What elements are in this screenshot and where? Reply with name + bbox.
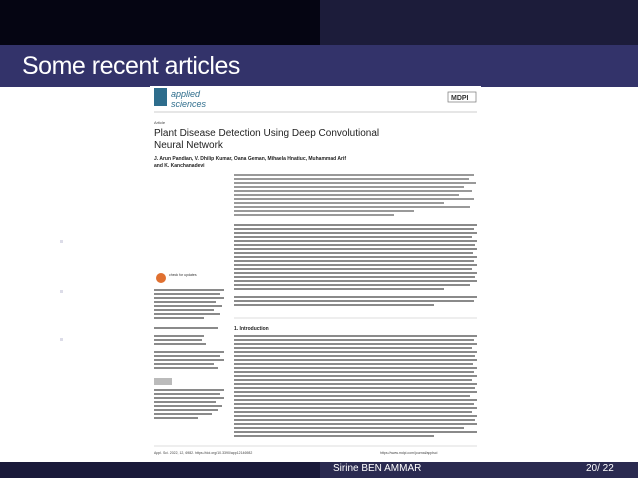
- nav-dot[interactable]: [60, 240, 63, 243]
- nav-bar-left-segment: [0, 0, 320, 45]
- section-heading: 1. Introduction: [234, 326, 269, 332]
- journal-logo: [154, 88, 207, 109]
- article-doi: Appl. Sci. 2022, 12, 6982. https://doi.org/10.3390/app12146982: [154, 451, 253, 455]
- article-authors-line1: J. Arun Pandian, V. Dhilip Kumar, Oana Geman, Mihaela Hnatiuc, Muhammad Arif: [154, 156, 346, 162]
- sidebar-citation-block: [154, 289, 224, 369]
- journal-name-line2: sciences: [171, 99, 207, 109]
- nav-bar-right-segment: [320, 0, 638, 45]
- publisher-label: MDPI: [451, 95, 469, 102]
- footer-left-segment: [0, 462, 320, 478]
- article-type: Article: [154, 120, 166, 125]
- footer-author: Sirine BEN AMMAR: [333, 463, 422, 474]
- slide-title: Some recent articles: [22, 52, 240, 80]
- cc-license-icon: [154, 378, 172, 385]
- slide-title-bar: [0, 45, 638, 87]
- article-title-line1: Plant Disease Detection Using Deep Convolutional: [154, 128, 380, 139]
- top-navigation-bar: [0, 0, 638, 45]
- article-authors-line2: and K. Kanchanadevi: [154, 163, 205, 169]
- journal-logo-icon: [154, 88, 167, 106]
- footer-page-number: 20/ 22: [586, 463, 614, 474]
- nav-dot[interactable]: [60, 290, 63, 293]
- article-image: [150, 86, 481, 462]
- journal-website: https://www.mdpi.com/journal/applsci: [380, 451, 438, 455]
- journal-name-line1: applied: [171, 89, 201, 99]
- slide-footer: [0, 462, 638, 478]
- check-updates-icon: [156, 273, 166, 283]
- article-page-svg: [150, 86, 481, 462]
- article-title-line2: Neural Network: [154, 140, 223, 151]
- nav-dot[interactable]: [60, 338, 63, 341]
- check-updates-label: check for updates: [169, 273, 197, 277]
